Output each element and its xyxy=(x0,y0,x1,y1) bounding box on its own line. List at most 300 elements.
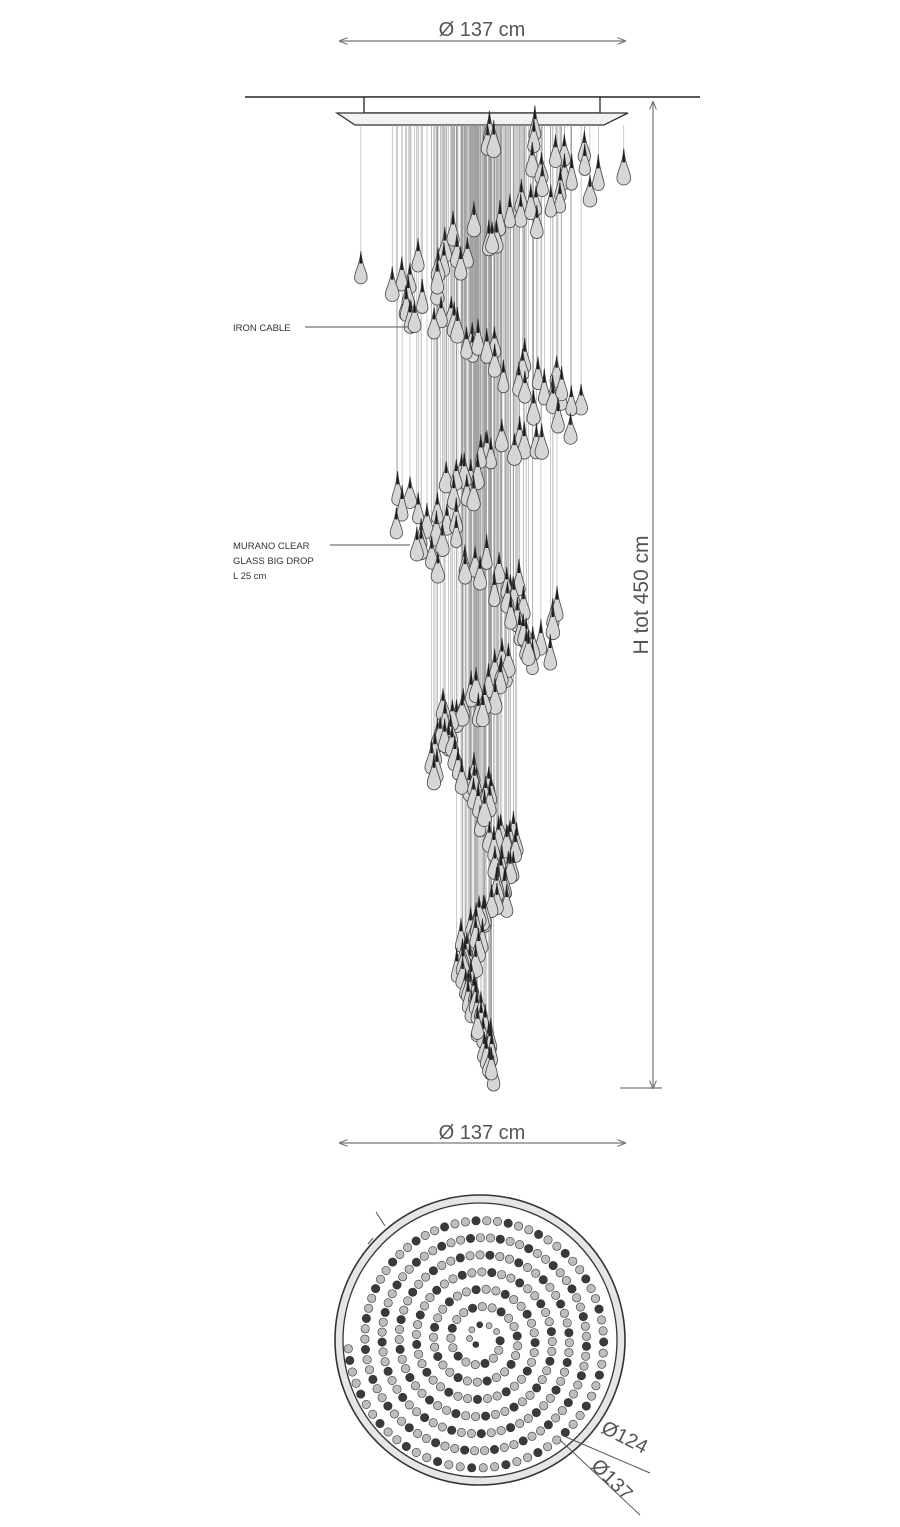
plan-drop xyxy=(421,1231,429,1239)
plan-drop xyxy=(553,1242,561,1250)
glass-drop-label-line1: MURANO CLEAR xyxy=(233,541,310,552)
plan-drop xyxy=(492,1287,500,1295)
plan-drop xyxy=(518,1398,526,1406)
plan-drop xyxy=(454,1392,462,1400)
plan-drop xyxy=(592,1382,600,1390)
plan-drop xyxy=(439,1305,447,1313)
plan-drop xyxy=(378,1338,386,1346)
plan-drop xyxy=(494,1329,500,1335)
plan-drop xyxy=(398,1355,406,1363)
plan-drop xyxy=(480,1446,488,1454)
plan-drop xyxy=(546,1394,554,1402)
plan-drop xyxy=(557,1377,565,1385)
plan-drop xyxy=(500,1368,508,1376)
plan-drop xyxy=(361,1345,369,1353)
plan-drop xyxy=(576,1411,584,1419)
plan-drop xyxy=(413,1320,421,1328)
plan-drop xyxy=(576,1303,584,1311)
plan-drop xyxy=(404,1297,412,1305)
plan-drop xyxy=(433,1286,441,1294)
plan-drop xyxy=(548,1337,556,1345)
plan-drop xyxy=(496,1252,504,1260)
plan-drop xyxy=(477,1322,483,1328)
plan-drop xyxy=(582,1332,590,1340)
plan-drop xyxy=(497,1271,505,1279)
plan-drop xyxy=(544,1236,552,1244)
top-diameter-label: Ø 137 cm xyxy=(438,19,526,41)
plan-drop xyxy=(431,1227,439,1235)
iron-cable-callout xyxy=(233,323,408,334)
plan-drop xyxy=(490,1463,498,1471)
plan-drop xyxy=(396,1345,404,1353)
plan-drop xyxy=(378,1394,386,1402)
plan-drop xyxy=(544,1421,552,1429)
plan-drop xyxy=(569,1390,577,1398)
plan-drop xyxy=(461,1218,469,1226)
plan-drop xyxy=(496,1235,504,1243)
plan-drop xyxy=(395,1335,403,1343)
plan-drop xyxy=(510,1295,518,1303)
plan-drop xyxy=(533,1249,541,1257)
bottom-diameter-dimension xyxy=(340,1122,625,1144)
plan-drop xyxy=(438,1423,446,1431)
plan-drop xyxy=(411,1382,419,1390)
plan-drop xyxy=(445,1461,453,1469)
plan-drop xyxy=(418,1389,426,1397)
plan-drop xyxy=(569,1257,577,1265)
plan-drop xyxy=(560,1368,568,1376)
plan-drop xyxy=(483,1377,491,1385)
plan-drop xyxy=(422,1273,430,1281)
height-dimension xyxy=(620,102,662,1088)
plan-drop xyxy=(553,1436,561,1444)
plan-drop xyxy=(406,1373,414,1381)
plan-drop xyxy=(510,1440,518,1448)
plan-drop xyxy=(510,1403,518,1411)
plan-drop xyxy=(429,1267,437,1275)
plan-drop xyxy=(418,1359,426,1367)
plan-drop xyxy=(587,1392,595,1400)
glass-drops xyxy=(355,105,631,1091)
plan-drop xyxy=(388,1376,396,1384)
plan-drop xyxy=(536,1427,544,1435)
plan-drop xyxy=(412,1330,420,1338)
plan-drop xyxy=(569,1420,577,1428)
plan-drop xyxy=(458,1271,466,1279)
plan-drop xyxy=(453,1315,461,1323)
plan-drop xyxy=(495,1346,503,1354)
plan-drop xyxy=(381,1358,389,1366)
plan-drop xyxy=(532,1408,540,1416)
plan-drop xyxy=(448,1426,456,1434)
plan-drop xyxy=(473,1395,481,1403)
plan-drop xyxy=(449,1275,457,1283)
plan-drop xyxy=(491,1410,499,1418)
height-label: H tot 450 cm xyxy=(630,535,653,655)
plan-drop xyxy=(472,1217,480,1225)
plan-drop xyxy=(504,1219,512,1227)
plan-drop xyxy=(574,1381,582,1389)
plan-drop xyxy=(395,1325,403,1333)
plan-drop xyxy=(346,1356,354,1364)
plan-drop xyxy=(524,1285,532,1293)
plan-drop xyxy=(482,1285,490,1293)
plan-drop xyxy=(454,1352,462,1360)
plan-drop xyxy=(434,1314,442,1322)
plan-drop xyxy=(483,1217,491,1225)
plan-drop xyxy=(582,1352,590,1360)
plan-drop xyxy=(580,1362,588,1370)
glass-drop-label-line2: GLASS BIG DROP xyxy=(233,556,314,567)
plan-drop xyxy=(598,1360,606,1368)
plan-drop xyxy=(446,1368,454,1376)
plan-drop xyxy=(412,1258,420,1266)
glass-drop-callout xyxy=(233,541,410,582)
canopy-top xyxy=(364,97,600,113)
plan-drop xyxy=(541,1308,549,1316)
plan-drop xyxy=(549,1261,557,1269)
plan-drop xyxy=(513,1332,521,1340)
plan-drop xyxy=(456,1254,464,1262)
plan-drop xyxy=(478,1268,486,1276)
plan-drop xyxy=(447,1257,455,1265)
plan-drop xyxy=(527,1319,535,1327)
plan-drop xyxy=(582,1402,590,1410)
plan-drop xyxy=(433,1457,441,1465)
plan-drop xyxy=(399,1393,407,1401)
plan-drop xyxy=(501,1407,509,1415)
inner-diameter-label: Ø124 xyxy=(597,1416,652,1459)
glass-drop-label-line3: L 25 cm xyxy=(233,571,267,582)
plan-drop xyxy=(531,1292,539,1300)
bottom-diameter-label: Ø 137 cm xyxy=(438,1122,526,1144)
plan-drop xyxy=(348,1368,356,1376)
plan-drop xyxy=(564,1398,572,1406)
plan-drop xyxy=(513,1457,521,1465)
plan-drop xyxy=(440,1223,448,1231)
ceiling-and-canopy xyxy=(245,97,700,125)
plan-drop xyxy=(420,1302,428,1310)
plan-drop xyxy=(525,1244,533,1252)
plan-drop xyxy=(514,1342,522,1350)
plan-drop xyxy=(413,1340,421,1348)
plan-drop xyxy=(541,1255,549,1263)
plan-drop xyxy=(420,1413,428,1421)
plan-drop xyxy=(468,1464,476,1472)
plan-drop xyxy=(426,1293,434,1301)
plan-drop xyxy=(517,1302,525,1310)
plan-drop xyxy=(483,1394,491,1402)
plan-drop xyxy=(563,1358,571,1366)
plan-drop xyxy=(352,1379,360,1387)
plan-drop xyxy=(466,1234,474,1242)
plan-drop xyxy=(403,1243,411,1251)
plan-drop xyxy=(587,1284,595,1292)
plan-drop xyxy=(510,1382,518,1390)
plan-drop xyxy=(552,1414,560,1422)
plan-drop xyxy=(517,1375,525,1383)
plan-drop xyxy=(502,1388,510,1396)
plan-drop xyxy=(400,1306,408,1314)
plan-drop xyxy=(469,1327,475,1333)
plan-drop xyxy=(438,1242,446,1250)
plan-drop xyxy=(534,1448,542,1456)
plan-drop xyxy=(384,1402,392,1410)
plan-drop xyxy=(379,1348,387,1356)
plan-drop xyxy=(429,1376,437,1384)
plan-drop xyxy=(504,1314,512,1322)
plan-drop xyxy=(530,1348,538,1356)
plan-drop xyxy=(405,1401,413,1409)
plan-drop xyxy=(434,1352,442,1360)
plan-drop xyxy=(415,1280,423,1288)
plan-drop xyxy=(507,1274,515,1282)
plan-drop xyxy=(599,1327,607,1335)
plan-drop xyxy=(506,1237,514,1245)
plan-drop xyxy=(552,1291,560,1299)
plan-drop xyxy=(532,1269,540,1277)
plan-drop xyxy=(369,1375,377,1383)
plan-drop xyxy=(439,1361,447,1369)
plan-drop xyxy=(412,1237,420,1245)
plan-drop xyxy=(528,1432,536,1440)
plan-drop xyxy=(390,1410,398,1418)
plan-drop xyxy=(540,1402,548,1410)
plan-drop xyxy=(463,1394,471,1402)
plan-drop xyxy=(472,1286,480,1294)
plan-drop xyxy=(481,1412,489,1420)
plan-drop xyxy=(371,1284,379,1292)
plan-drop xyxy=(344,1345,352,1353)
plan-drop xyxy=(409,1288,417,1296)
canopy-base xyxy=(337,113,628,125)
plan-drop xyxy=(425,1396,433,1404)
plan-drop xyxy=(538,1375,546,1383)
plan-drop xyxy=(582,1342,590,1350)
plan-drop xyxy=(412,1408,420,1416)
plan-drop xyxy=(357,1390,365,1398)
plan-drop xyxy=(364,1304,372,1312)
plan-drop xyxy=(579,1312,587,1320)
plan-drop xyxy=(492,1373,500,1381)
plan-drop xyxy=(506,1423,514,1431)
plan-drop xyxy=(505,1255,513,1263)
plan-drop xyxy=(462,1358,470,1366)
plan-drop xyxy=(507,1360,515,1368)
plan-drop xyxy=(447,1334,455,1342)
plan-drop xyxy=(412,1448,420,1456)
glass-drop xyxy=(355,251,368,284)
plan-drop xyxy=(396,1250,404,1258)
plan-drop xyxy=(467,1336,473,1342)
plan-drop xyxy=(399,1273,407,1281)
outer-diameter-label: Ø137 xyxy=(586,1454,637,1506)
plan-drop xyxy=(451,1444,459,1452)
plan-drop xyxy=(388,1290,396,1298)
plan-drop xyxy=(456,1236,464,1244)
plan-drop xyxy=(577,1372,585,1380)
plan-drop xyxy=(429,1247,437,1255)
plan-drop xyxy=(369,1410,377,1418)
plan-drop xyxy=(397,1417,405,1425)
plan-drop xyxy=(516,1279,524,1287)
plan-drop xyxy=(531,1338,539,1346)
plan-drop xyxy=(595,1305,603,1313)
plan-drop xyxy=(453,1292,461,1300)
plan-drop xyxy=(451,1220,459,1228)
plan-drop xyxy=(368,1294,376,1302)
plan-drop xyxy=(481,1359,489,1367)
plan-drop xyxy=(442,1406,450,1414)
plan-drop xyxy=(447,1239,455,1247)
plan-drop xyxy=(560,1309,568,1317)
plan-drop xyxy=(546,1283,554,1291)
plan-drop xyxy=(376,1419,384,1427)
plan-drop xyxy=(445,1388,453,1396)
plan-drop xyxy=(497,1308,505,1316)
plan-drop xyxy=(463,1377,471,1385)
plan-drop xyxy=(479,1464,487,1472)
plan-drop xyxy=(562,1276,570,1284)
plan-drop xyxy=(556,1300,564,1308)
plan-drop xyxy=(599,1349,607,1357)
plan-drop xyxy=(423,1453,431,1461)
plan-drop xyxy=(470,1447,478,1455)
plan-drop xyxy=(362,1314,370,1322)
plan-drop xyxy=(488,1304,496,1312)
glass-drop xyxy=(592,154,604,190)
plan-drop xyxy=(440,1280,448,1288)
plan-drop xyxy=(526,1391,534,1399)
plan-drop xyxy=(376,1275,384,1283)
plan-drop xyxy=(488,1268,496,1276)
plan-drop xyxy=(445,1298,453,1306)
plan-drop xyxy=(401,1364,409,1372)
plan-drop xyxy=(434,1401,442,1409)
plan-drop xyxy=(441,1442,449,1450)
plan-drop xyxy=(388,1258,396,1266)
plan-drop xyxy=(365,1366,373,1374)
plan-drop xyxy=(493,1217,501,1225)
plan-drop xyxy=(489,1354,497,1362)
plan-drop xyxy=(460,1308,468,1316)
plan-drop xyxy=(468,1269,476,1277)
plan-drop xyxy=(448,1324,456,1332)
plan-drop xyxy=(405,1265,413,1273)
plan-drop xyxy=(525,1226,533,1234)
plan-drop xyxy=(530,1329,538,1337)
plan-drop xyxy=(361,1325,369,1333)
plan-drop xyxy=(582,1275,590,1283)
plan-drop xyxy=(543,1443,551,1451)
plan-drop xyxy=(461,1446,469,1454)
plan-drop xyxy=(462,1288,470,1296)
plan-drop xyxy=(496,1337,504,1345)
plan-drop xyxy=(378,1328,386,1336)
plan-drop xyxy=(500,1443,508,1451)
glass-drop xyxy=(564,413,577,444)
plan-drop xyxy=(361,1335,369,1343)
plan-drop xyxy=(493,1392,501,1400)
plan-drop xyxy=(476,1251,484,1259)
plan-drop xyxy=(414,1350,422,1358)
plan-drop xyxy=(543,1367,551,1375)
plan-drop xyxy=(523,1263,531,1271)
glass-drop xyxy=(617,148,631,185)
plan-drop xyxy=(539,1276,547,1284)
plan-drop xyxy=(430,1343,438,1351)
plan-view xyxy=(335,1195,651,1515)
plan-drop xyxy=(486,1251,494,1259)
plan-drop xyxy=(486,1234,494,1242)
plan-drop xyxy=(393,1436,401,1444)
plan-drop xyxy=(497,1426,505,1434)
plan-drop xyxy=(381,1308,389,1316)
plan-drop xyxy=(423,1368,431,1376)
plan-drop xyxy=(514,1222,522,1230)
plan-drop xyxy=(556,1269,564,1277)
plan-drop xyxy=(515,1240,523,1248)
plan-drop xyxy=(457,1428,465,1436)
plan-drop xyxy=(429,1333,437,1341)
plan-drop xyxy=(466,1252,474,1260)
plan-drop xyxy=(558,1406,566,1414)
plan-drop xyxy=(382,1266,390,1274)
plan-drop xyxy=(393,1385,401,1393)
plan-drop xyxy=(572,1294,580,1302)
plan-drop xyxy=(436,1383,444,1391)
plan-drop xyxy=(524,1414,532,1422)
plan-drop xyxy=(537,1300,545,1308)
plan-drop xyxy=(363,1356,371,1364)
plan-drop xyxy=(502,1461,510,1469)
plan-drop xyxy=(548,1347,556,1355)
top-diameter-dimension xyxy=(340,19,625,41)
plan-drop xyxy=(379,1318,387,1326)
plan-drop xyxy=(373,1385,381,1393)
plan-drop xyxy=(568,1285,576,1293)
plan-drop xyxy=(565,1348,573,1356)
plan-drop xyxy=(462,1412,470,1420)
plan-drop xyxy=(565,1329,573,1337)
plan-drop xyxy=(402,1442,410,1450)
plan-drop xyxy=(476,1234,484,1242)
plan-drop xyxy=(600,1338,608,1346)
plan-drop xyxy=(449,1344,457,1352)
plan-drop xyxy=(393,1281,401,1289)
plan-drop xyxy=(490,1445,498,1453)
plan-drop xyxy=(473,1378,481,1386)
glass-drop xyxy=(566,385,577,416)
plan-drop xyxy=(547,1327,555,1335)
plan-drop xyxy=(471,1412,479,1420)
plan-drop xyxy=(420,1252,428,1260)
plan-drop xyxy=(510,1322,518,1330)
plan-drop xyxy=(545,1318,553,1326)
plan-drop xyxy=(534,1230,542,1238)
plan-drop xyxy=(405,1424,413,1432)
plan-drop xyxy=(581,1322,589,1330)
plan-drop xyxy=(429,1419,437,1427)
plan-drop xyxy=(477,1429,485,1437)
plan-drop xyxy=(527,1358,535,1366)
plan-drop xyxy=(515,1259,523,1267)
plan-drop xyxy=(384,1299,392,1307)
plan-drop xyxy=(384,1428,392,1436)
plan-drop xyxy=(523,1310,531,1318)
plan-drop xyxy=(561,1249,569,1257)
plan-drop xyxy=(487,1429,495,1437)
